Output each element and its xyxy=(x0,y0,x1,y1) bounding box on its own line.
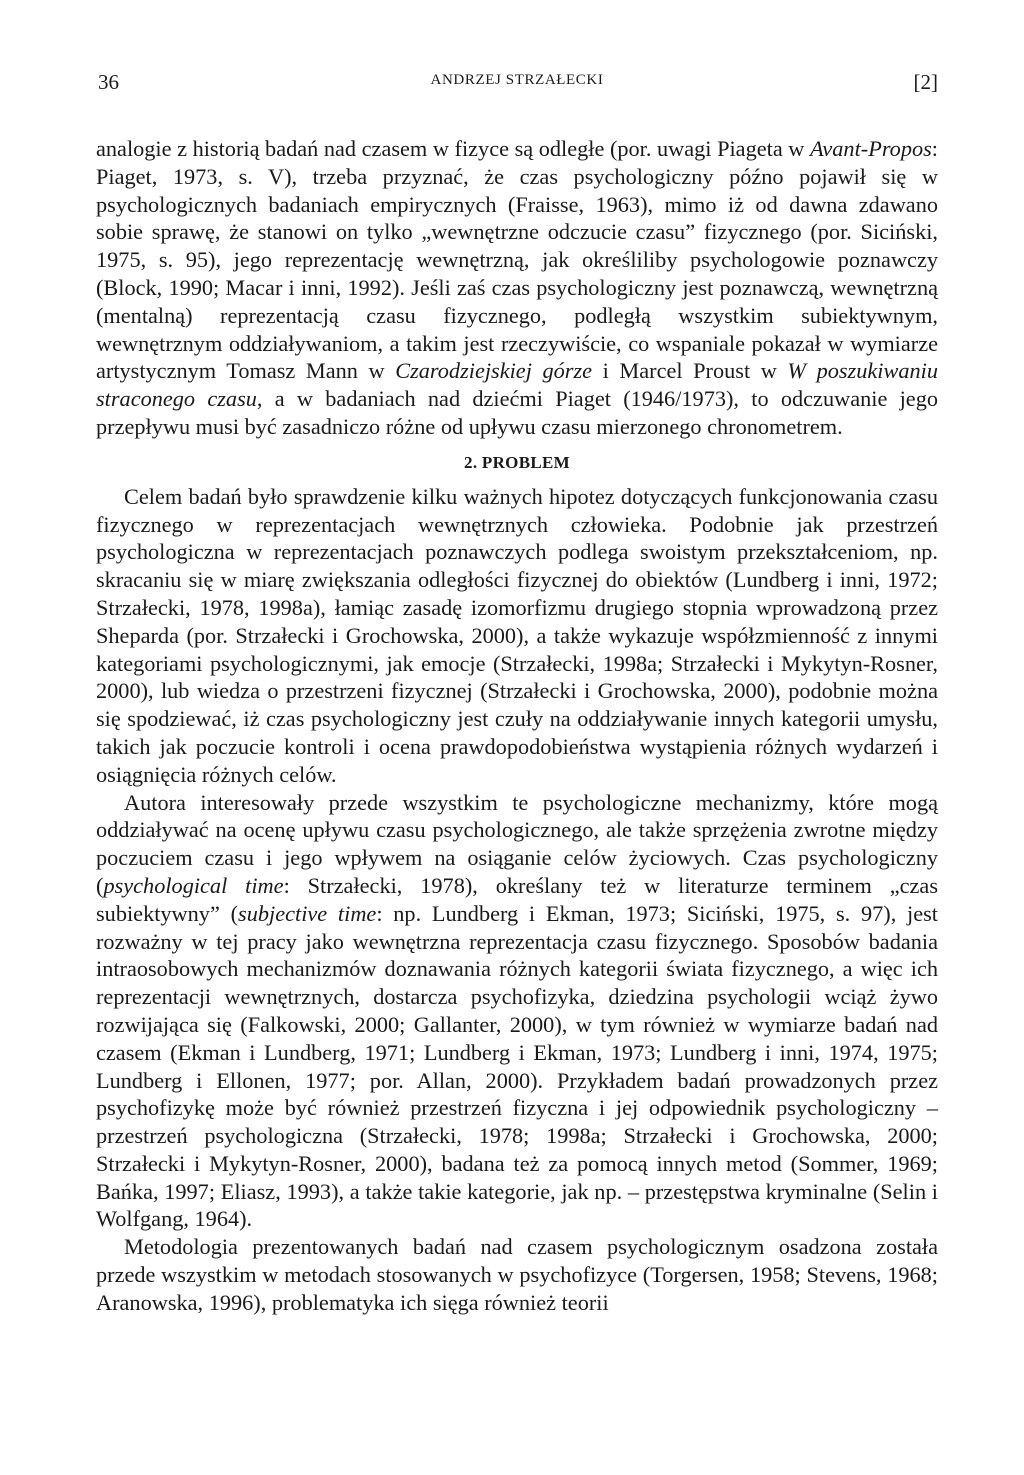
italic-term: psychological time xyxy=(103,872,284,898)
page xyxy=(96,70,938,1317)
section-heading: 2. PROBLEM xyxy=(464,452,570,472)
running-head-author: ANDRZEJ STRZAŁECKI xyxy=(430,72,604,88)
text-run: : Strzałecki, 1978), określany też w literaturze terminem „czas subiektywny” ( xyxy=(96,872,938,926)
text-run: analogie z historią badań nad czasem w fizyce są odległe (por. uwagi Piageta w xyxy=(96,136,810,161)
text-run: Autora interesowały przede wszystkim te psychologiczne mechanizmy, które mogą oddziaływać na ocenę upływu czasu psychologicznego, ale także sprzężenia zwrotne między poczuciem czasu i jego wpływem na osiąganie celów życiowych. Czas psychologiczny ( xyxy=(96,789,938,898)
text-run: : np. Lundberg i Ekman, 1973; Siciński, 1975, s. 97), jest rozważny w tej pracy jako wewnętrzna reprezentacja czasu fizycznego. Sposobów badania intraosobowych mechanizmów doznawania różnych kategorii świata fizycznego, a więc ich reprezentacji wewnętrznych, dostarcza psychofizyka, dziedzina psychologii wciąż żywo rozwijająca się (Falkowski, 2000; Gallanter, 2000), w tym również w wymiarze badań nad czasem (Ekman i Lundberg, 1971; Lundberg i Ekman, 1973; Lundberg i inni, 1974, 1975; Lundberg i Ellonen, 1977; por. Allan, 2000). Przykładem badań prowadzonych przez psychofizykę może być również przestrzeń fizyczna i jej odpowiednik psychologiczny – przestrzeń psychologiczna (Strzałecki, 1978; 1998a; Strzałecki i Grochowska, 2000; Strzałecki i Mykytyn-Rosner, 2000), badana też za pomocą innych metod (Sommer, 1969; Bańka, 1997; Eliasz, 1993), a także takie kategorie, jak np. – przestępstwa kryminalne (Selin i Wolfgang, 1964). xyxy=(96,900,938,1232)
paragraph xyxy=(96,789,938,1234)
running-head-ref: [2] xyxy=(913,70,938,94)
italic-title: W poszukiwaniu straconego czasu xyxy=(96,358,938,412)
text-run: i Marcel Proust w xyxy=(592,358,788,384)
italic-title: Avant-Propos xyxy=(810,136,932,161)
running-header xyxy=(96,70,938,102)
italic-term: subjective time xyxy=(238,900,377,926)
text-run: : Piaget, 1973, s. V), trzeba przyznać, że czas psychologiczny późno pojawił się w psychologicznych badaniach empirycznych (Fraisse, 1963), mimo iż od dawna zdawano sobie sprawę, że stanowi on tylko „wewnętrzne odczucie czasu” fizycznego (por. Siciński, 1975, s. 95), jego reprezentację wewnętrzną, jak określiliby psychologowie poznawczy (Block, 1990; Macar i inni, 1992). Jeśli zaś czas psychologiczny jest poznawczą, wewnętrzną (mentalną) reprezentacją czasu fizycznego, podległą wszystkim subiektywnym, wewnętrznym oddziaływaniom, a takim jest rzeczywiście, co wspaniale pokazał w wymiarze artystycznym Tomasz Mann w xyxy=(96,136,938,384)
text-run: , a w badaniach nad dziećmi Piaget (1946/1973), to odczuwanie jego przepływu musi być zasadniczo różne od upływu czasu mierzonego chronometrem. xyxy=(96,386,938,439)
paragraph-continuation xyxy=(96,135,938,441)
page-number: 36 xyxy=(98,70,119,94)
paragraph: Metodologia prezentowanych badań nad czasem psychologicznym osadzona została przede wszystkim w metodach stosowanych w psychofizyce (Torgersen, 1958; Stevens, 1968; Aranowska, 1996), problematyka ich sięga również teorii xyxy=(96,1234,938,1315)
italic-title: Czarodziejskiej górze xyxy=(395,358,593,384)
paragraph: Celem badań było sprawdzenie kilku ważnych hipotez dotyczących funkcjonowania czasu fizycznego w reprezentacjach wewnętrznych człowieka. Podobnie jak przestrzeń psychologiczna w reprezentacjach poznawczych podlega swoistym przekształceniom, np. skracaniu się w miarę zwiększania odległości fizycznej do obiektów (Lundberg i inni, 1972; Strzałecki, 1978, 1998a), łamiąc zasadę izomorfizmu drugiego stopnia wprowadzoną przez Sheparda (por. Strzałecki i Grochowska, 2000), a także wykazuje współzmienność z innymi kategoriami psychologicznymi, jak emocje (Strzałecki, 1998a; Strzałecki i Mykytyn-Rosner, 2000), lub wiedza o przestrzeni fizycznej (Strzałecki i Grochowska, 2000), podobnie można się spodziewać, iż czas psychologiczny jest czuły na oddziaływanie innych kategorii umysłu, takich jak poczucie kontroli i ocena prawdopodobieństwa wystąpienia różnych wydarzeń i osiągnięcia różnych celów. xyxy=(96,483,938,787)
